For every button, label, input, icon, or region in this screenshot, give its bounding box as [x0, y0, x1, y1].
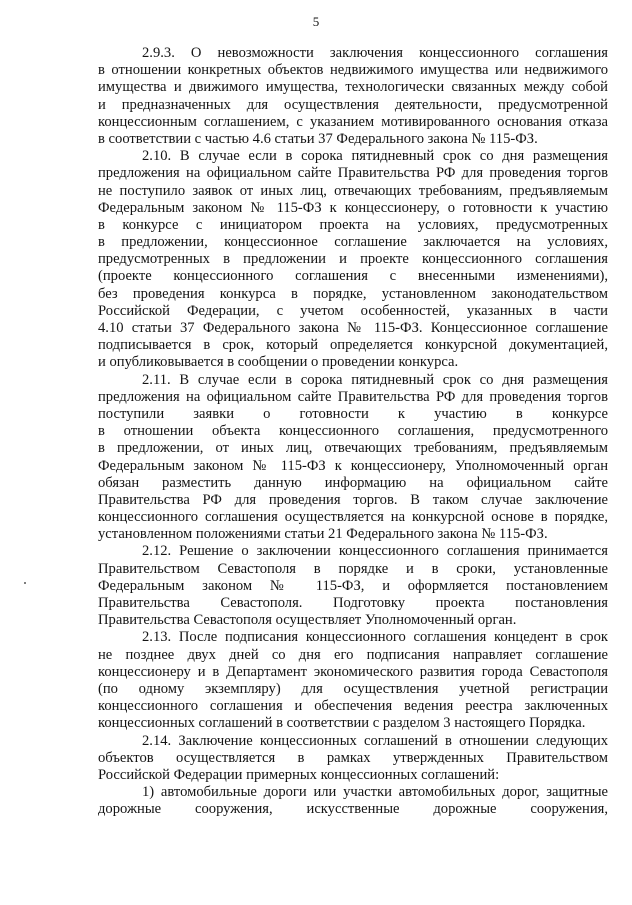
text-line: предусмотренных в предложении и проекте концессионного соглашения	[98, 251, 608, 268]
text-line: 2.11. В случае если в сорока пятидневный срок со дня размещения	[142, 371, 608, 388]
text-line: поступили заявки о готовности к участию в конкурсе	[98, 405, 608, 422]
text-line: в отношении конкретных объектов недвижимого имущества или недвижимого	[98, 62, 608, 79]
text-line: не позднее двух дней со дня его подписания направляет соглашение	[98, 646, 608, 663]
text-line: концессионным соглашением, с указанием мотивированного основания отказа	[98, 113, 608, 130]
text-line: Правительства Севастополя. Подготовку проекта постановления	[98, 595, 608, 611]
text-line: 1) автомобильные дороги или участки автомобильных дорог, защитные	[142, 784, 608, 801]
text-line: 2.12. Решение о заключении концессионного соглашения принимается	[142, 543, 608, 560]
text-line: Правительством Севастополя в порядке и в сроки, установленные	[98, 560, 608, 577]
text-line: (по одному экземпляру) для осуществления учетной регистрации	[98, 680, 608, 697]
text-line: имущества и движимого имущества, технологически связанных между собой	[98, 79, 608, 96]
text-line: и предназначенных для осуществления деятельности, предусмотренной	[98, 96, 608, 113]
text-line: объектов осуществляется в рамках утвержденных Правительством	[98, 749, 608, 766]
text-line: предложения на официальном сайте Правительства РФ для проведения торгов	[98, 165, 608, 182]
text-line: 2.10. В случае если в сорока пятидневный срок со дня размещения	[142, 148, 608, 165]
text-line: концессионных соглашений в соответствии с разделом 3 настоящего Порядка.	[98, 715, 586, 732]
text-line: не поступило заявок от иных лиц, отвечающих требованиям, предъявляемым	[98, 182, 608, 199]
text-line: Федеральным законом № 115-ФЗ к концессионеру, Уполномоченный орган	[98, 457, 608, 474]
text-line: концессионного соглашения осуществляется на конкурсной основе в порядке,	[98, 509, 608, 526]
text-line: Российской Федерации примерных концессионных соглашений:	[98, 766, 500, 783]
text-line: в предложении, от иных лиц, отвечающих требованиям, предъявляемым	[98, 440, 608, 457]
text-line: Правительства РФ для проведения торгов. В таком случае заключение	[98, 491, 608, 508]
text-line: Федеральным законом № 115-ФЗ к концессионеру, о готовности к участию	[98, 199, 608, 216]
document-body	[98, 45, 608, 818]
text-line: 2.9.3. О невозможности заключения концессионного соглашения	[142, 45, 608, 61]
text-line: установленном положениями статьи 21 Федерального закона № 115-ФЗ.	[98, 526, 548, 543]
text-line: в конкурсе с инициатором проекта на условиях, предусмотренных	[98, 216, 608, 233]
text-line: Правительства Севастополя осуществляет Уполномоченный орган.	[98, 612, 517, 629]
text-line: 2.13. После подписания концессионного соглашения концедент в срок	[142, 629, 608, 646]
text-line: концессионного соглашения и обеспечения ведения реестра заключенных	[98, 698, 608, 715]
text-line: в отношении объекта концессионного соглашения, предусмотренного	[98, 423, 608, 440]
text-line: дорожные сооружения, искусственные дорожные сооружения,	[98, 801, 608, 818]
text-line: подписывается в срок, который определяется конкурсной документацией,	[98, 337, 608, 354]
text-line: Федеральным законом № 115-ФЗ, и оформляется постановлением	[98, 577, 608, 594]
page-number: 5	[312, 14, 320, 29]
text-line: 4.10 статьи 37 Федерального закона № 115-ФЗ. Концессионное соглашение	[98, 320, 608, 336]
text-line: в соответствии с частью 4.6 статьи 37 Федерального закона № 115-ФЗ.	[98, 130, 538, 147]
text-line: и опубликовывается в сообщении о проведении конкурса.	[98, 354, 459, 371]
text-line: предложения на официальном сайте Правительства РФ для проведения торгов	[98, 388, 608, 405]
text-line: (проекте концессионного соглашения с внесенными изменениями),	[98, 268, 608, 285]
scan-dot	[24, 582, 26, 584]
text-line: обязан разместить данную информацию на официальном сайте	[98, 474, 608, 491]
text-line: концессионеру и в Департамент экономического развития города Севастополя	[98, 663, 608, 680]
text-line: в предложении, концессионное соглашение заключается на условиях,	[98, 234, 608, 251]
text-line: без проведения конкурса в порядке, установленном законодательством	[98, 285, 608, 302]
text-line: 2.14. Заключение концессионных соглашений в отношении следующих	[142, 732, 608, 749]
text-line: Российской Федерации, с учетом особенностей, указанных в части	[98, 302, 608, 319]
